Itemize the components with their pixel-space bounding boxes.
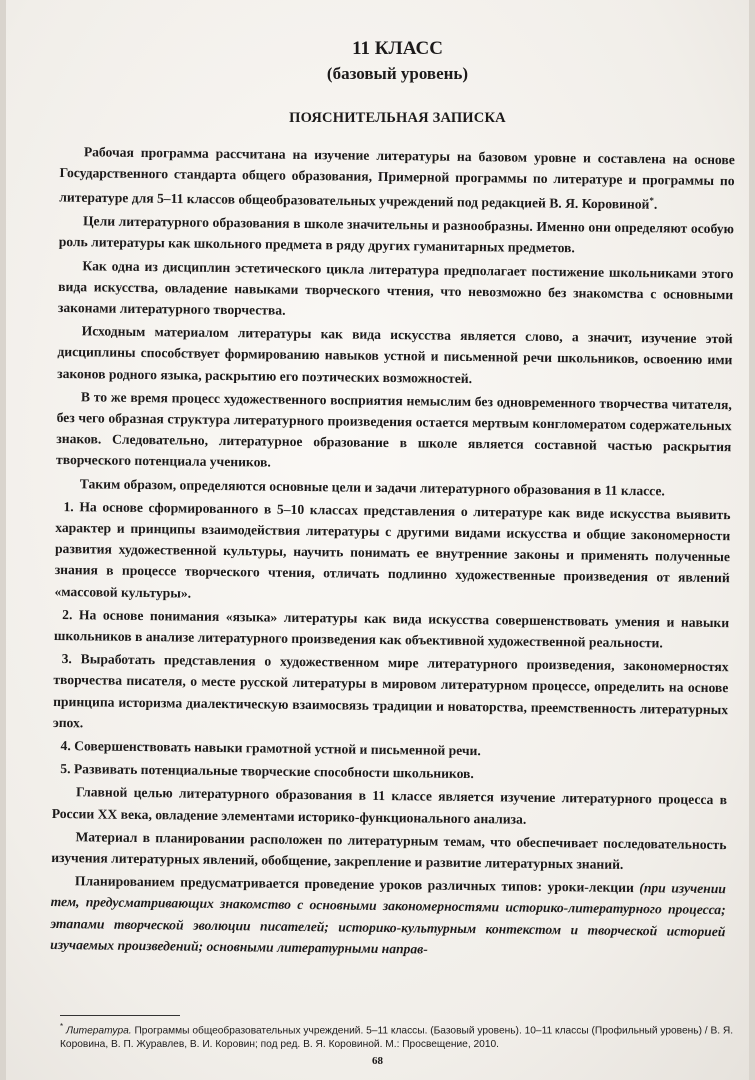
list-item-3: 3. Выработать представления о художественном мире литературного произведения, закономерностях творчества писателя, о месте русской литературы в мировом литературном процессе, определить на основе принципа историзма диалектическую взаимосвязь традиции и новаторства, преемственность литературных эпох.: [52, 651, 729, 731]
paragraph-intro-text: Рабочая программа рассчитана на изучение литературы на базовом уровне и составлена на основе Государственного стандарта общего образования, Примерной программы по литературе и программы по литературе для 5–11 классов общеобразовательных учреждений под редакцией В. Я. Коровиной: [59, 144, 735, 213]
lesson-types-italic: (при изучении тем, предусматривающих знакомство с основными закономерностями историко-литературного процесса; этапами творческой эволюции писателей; историко-культурным контекстом и творческой историей изучаемых произведений; основными литературными направ-: [50, 880, 727, 957]
class-title: 11 КЛАСС: [352, 38, 443, 59]
footnote-mark: *: [60, 1022, 64, 1031]
paragraph-lesson-types: [50, 870, 726, 963]
page-edge-left: [0, 0, 6, 1080]
paragraph-goals: Цели литературного образования в школе значительны и разнообразны. Именно они определяют особую роль литературы как школьного предмета в ряду других гуманитарных предметов.: [58, 213, 735, 256]
list-item-5: 5. Развивать потенциальные творческие способности школьников.: [60, 761, 474, 782]
paragraph-planning-material: Материал в планировании расположен по литературным темам, что обеспечивает последовательность изучения литературных явлений, обобщение, закрепление и развитие литературных знаний.: [51, 829, 727, 872]
page-number: 68: [372, 1055, 383, 1067]
footnote-divider: [60, 1015, 180, 1016]
paragraph-intro: [59, 141, 735, 216]
footnote-source: Литература.: [65, 1025, 132, 1037]
level-subtitle: (базовый уровень): [326, 64, 469, 83]
list-item-4: 4. Совершенствовать навыки грамотной устной и письменной речи.: [60, 738, 481, 759]
paragraph-word: Исходным материалом литературы как вида искусства является слово, а значит, изучение этой дисциплины способствует формированию навыков устной и письменной речи школьников, освоению ими законов родного языка, раскрытию его поэтических возможностей.: [57, 323, 733, 386]
footnote-reference: *: [649, 195, 655, 206]
footnote-text: Программы общеобразовательных учреждений. 5–11 классы. (Базовый уровень). 10–11 классы (Профильный уровень) / В. Я. Коровина, В. П. Журавлев, В. И. Коровин; под ред. В. Я. Коровиной. М.: Просвещение, 2010.: [60, 1025, 734, 1051]
list-item-1: 1. На основе сформированного в 5–10 классах представления о литературе как виде искусства выявить характер и принципы взаимодействия литературы с другими видами искусства и общие закономерности развития художественной культуры, научить понимать ее внутренние законы и применять полученные знания в процессе творческого чтения, отличать подлинно художественные произведения от явлений «массовой культуры».: [54, 498, 731, 601]
footnote: [60, 1020, 735, 1052]
lesson-types-lead: Планированием предусматривается проведение уроков различных типов: уроки-лекции: [74, 873, 640, 896]
body-text: [50, 141, 735, 963]
paragraph-tasks: Таким образом, определяются основные цели и задачи литературного образования в 11 классе.: [79, 475, 665, 498]
page-edge-right: [749, 0, 755, 1080]
paragraph-perception: В то же время процесс художественного восприятия немыслим без одновременного творчества читателя, без чего образная структура литературного произведения остается мертвым конгломератом содержательных знаков. Следовательно, литературное образование в школе является составной частью раскрытия творческого потенциала учеников.: [56, 389, 732, 470]
paragraph-main-goal: Главной целью литературного образования в 11 классе является изучение литературного процесса в России XX века, овладение элементами историко-функционального анализа.: [51, 784, 728, 827]
paragraph-aesthetic: Как одна из дисциплин эстетического цикла литература предполагает постижение школьниками этого вида искусства, овладение навыками творческого чтения, что невозможно без знакомства с основными законами литературного творчества.: [57, 257, 734, 318]
section-title: ПОЯСНИТЕЛЬНАЯ ЗАПИСКА: [289, 110, 506, 126]
list-item-2: 2. На основе понимания «языка» литературы как вида искусства совершенствовать умения и навыки школьников в анализе литературного произведения как объективной художественной реальности.: [53, 606, 730, 651]
paragraph-intro-end: .: [653, 197, 658, 213]
